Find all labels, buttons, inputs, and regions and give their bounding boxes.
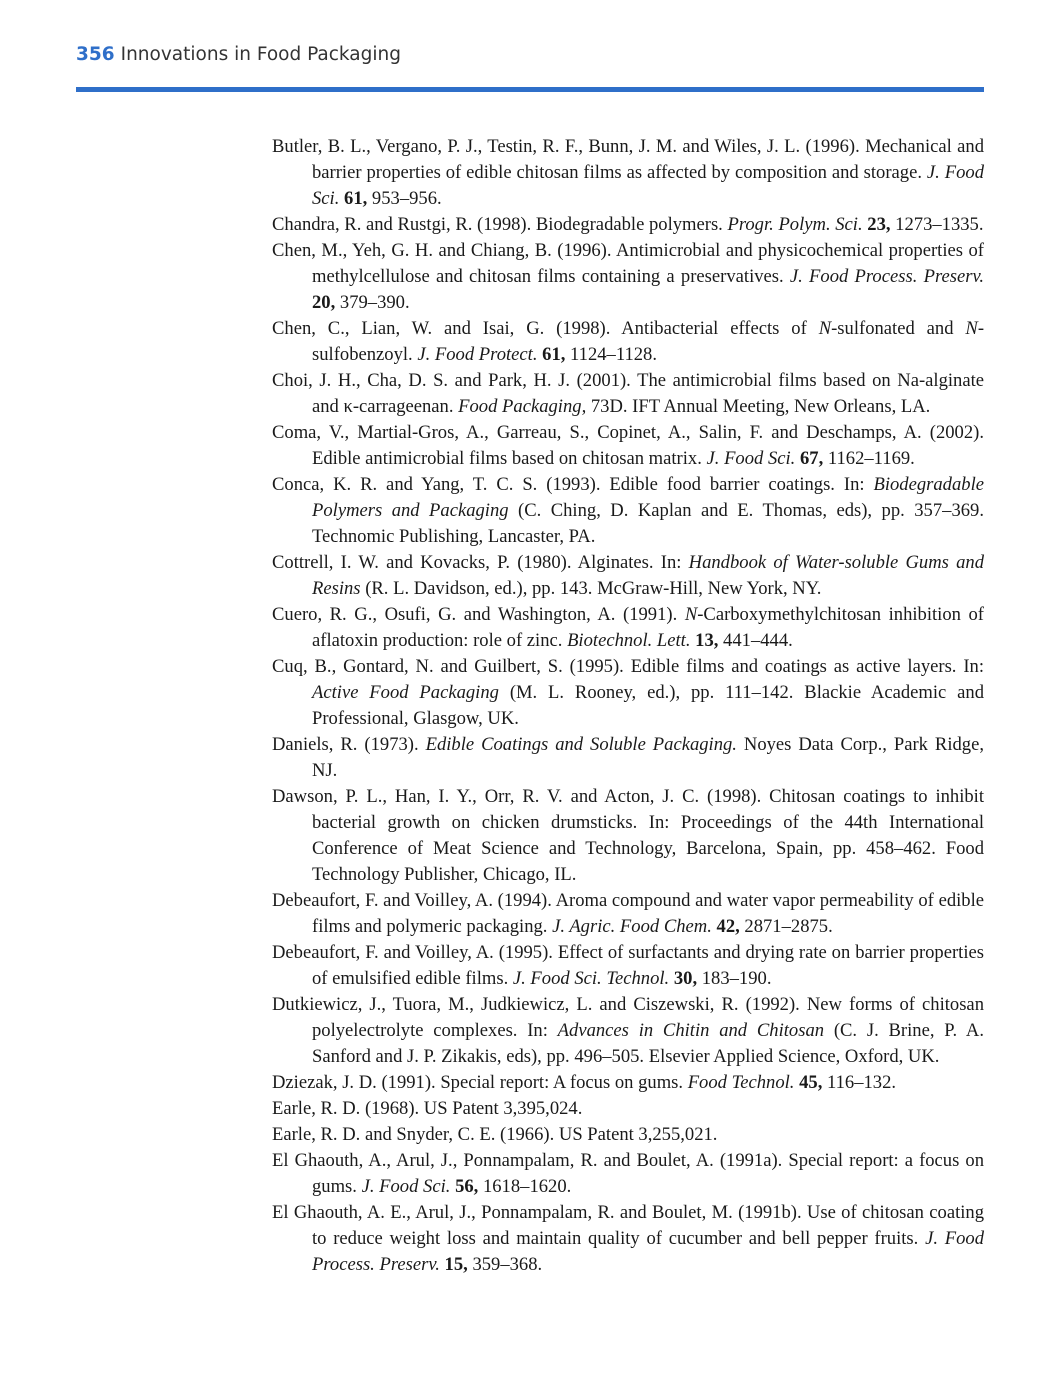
reference-entry: [272, 732, 984, 784]
reference-text: Cottrell, I. W. and Kovacks, P. (1980). Alginates. In:: [272, 552, 689, 573]
reference-entry: [272, 1096, 984, 1122]
reference-italic: J. Food Sci.: [706, 448, 796, 469]
reference-volume: 20,: [312, 292, 336, 313]
reference-italic: N: [818, 318, 832, 339]
reference-text: Cuq, B., Gontard, N. and Guilbert, S. (1995). Edible films and coatings as active layers. In:: [272, 656, 984, 677]
reference-italic: Advances in Chitin and Chitosan: [557, 1020, 825, 1041]
reference-volume: 61,: [344, 188, 368, 209]
reference-entry: [272, 1122, 984, 1148]
reference-italic: J. Food Sci. Technol.: [512, 968, 670, 989]
reference-volume: 61,: [542, 344, 566, 365]
reference-italic: J. Food Protect.: [417, 344, 538, 365]
reference-italic: N: [684, 604, 698, 625]
reference-italic: Active Food Packaging: [312, 682, 499, 703]
reference-text: 1124–1128.: [565, 344, 657, 365]
header-rule: [76, 87, 984, 92]
reference-text: Conca, K. R. and Yang, T. C. S. (1993). Edible food barrier coatings. In:: [272, 474, 874, 495]
reference-text: Choi, J. H., Cha, D. S. and Park, H. J. (2001). The antimicrobial films based on Na-alginate and κ-carrageenan.: [272, 370, 984, 417]
reference-italic: Biodegradable Polymers and Packaging: [312, 474, 984, 521]
reference-text: 2871–2875.: [739, 916, 833, 937]
reference-italic: J. Food Process. Preserv.: [312, 1228, 984, 1275]
reference-entry: [272, 1070, 984, 1096]
reference-entry: [272, 212, 984, 238]
reference-text: Chandra, R. and Rustgi, R. (1998). Biodegradable polymers.: [272, 214, 728, 235]
reference-text: Cuero, R. G., Osufi, G. and Washington, A. (1991).: [272, 604, 685, 625]
reference-italic: Progr. Polym. Sci.: [727, 214, 863, 235]
reference-entry: [272, 654, 984, 732]
reference-entry: [272, 784, 984, 888]
reference-text: Noyes Data Corp., Park Ridge, NJ.: [312, 734, 984, 781]
reference-volume: 67,: [799, 448, 824, 469]
reference-volume: 15,: [444, 1254, 468, 1275]
page-number: 356: [76, 44, 115, 65]
reference-entry: [272, 420, 984, 472]
reference-text: 359–368.: [467, 1254, 543, 1275]
reference-volume: 23,: [867, 214, 891, 235]
reference-text: -sulfonated and: [831, 318, 966, 339]
reference-text: El Ghaouth, A. E., Arul, J., Ponnampalam, R. and Boulet, M. (1991b). Use of chitosan coating to reduce weight loss and maintain quality of cucumber and bell pepper fruits.: [272, 1202, 984, 1249]
reference-entry: [272, 888, 984, 940]
reference-text: Earle, R. D. and Snyder, C. E. (1966). US Patent 3,255,021.: [272, 1124, 718, 1145]
reference-entry: [272, 134, 984, 212]
reference-list: [272, 134, 984, 1278]
reference-text: Debeaufort, F. and Voilley, A. (1995). Effect of surfactants and drying rate on barrier properties of emulsified edible films.: [272, 942, 984, 989]
reference-italic: Food Technol.: [687, 1072, 795, 1093]
reference-entry: [272, 1200, 984, 1278]
reference-italic: J. Food Sci.: [312, 162, 984, 209]
reference-text: 1162–1169.: [823, 448, 915, 469]
reference-entry: [272, 602, 984, 654]
reference-entry: [272, 472, 984, 550]
reference-text: 379–390.: [335, 292, 410, 313]
reference-volume: 45,: [799, 1072, 823, 1093]
reference-entry: [272, 550, 984, 602]
reference-volume: 30,: [673, 968, 698, 989]
reference-entry: [272, 1148, 984, 1200]
reference-text: Dutkiewicz, J., Tuora, M., Judkiewicz, L. and Ciszewski, R. (1992). New forms of chitosan polyelectrolyte complexes. In:: [272, 994, 984, 1041]
reference-text: Debeaufort, F. and Voilley, A. (1994). Aroma compound and water vapor permeability of edible films and polymeric packaging.: [272, 890, 984, 937]
reference-text: (C. Ching, D. Kaplan and E. Thomas, eds), pp. 357–369. Technomic Publishing, Lancaster, PA.: [312, 500, 984, 547]
reference-text: Chen, C., Lian, W. and Isai, G. (1998). Antibacterial effects of: [272, 318, 819, 339]
reference-italic: J. Agric. Food Chem.: [552, 916, 712, 937]
reference-entry: [272, 940, 984, 992]
reference-text: -Carboxymethylchitosan inhibition of aflatoxin production: role of zinc.: [312, 604, 984, 651]
reference-entry: [272, 238, 984, 316]
reference-text: (C. J. Brine, P. A. Sanford and J. P. Zikakis, eds), pp. 496–505. Elsevier Applied Science, Oxford, UK.: [312, 1020, 985, 1067]
reference-italic: N: [965, 318, 978, 339]
running-header: [76, 44, 984, 65]
reference-text: (M. L. Rooney, ed.), pp. 111–142. Blackie Academic and Professional, Glasgow, UK.: [312, 682, 984, 729]
reference-italic: Food Packaging,: [458, 396, 587, 417]
reference-text: Dawson, P. L., Han, I. Y., Orr, R. V. and Acton, J. C. (1998). Chitosan coatings to inhibit bacterial growth on chicken drumsticks. In: Proceedings of the 44th International Conference of Meat Science and Technology, Barcelona, Spain, pp. 458–462. Food Technology Publisher, Chicago, IL.: [272, 786, 984, 885]
reference-text: El Ghaouth, A., Arul, J., Ponnampalam, R. and Boulet, A. (1991a). Special report: a focus on gums.: [272, 1150, 984, 1197]
reference-italic: Edible Coatings and Soluble Packaging.: [425, 734, 737, 755]
reference-text: 441–444.: [718, 630, 793, 651]
book-title: Innovations in Food Packaging: [120, 44, 401, 65]
reference-italic: Biotechnol. Lett.: [567, 630, 691, 651]
reference-text: Daniels, R. (1973).: [272, 734, 426, 755]
reference-entry: [272, 316, 984, 368]
reference-volume: 13,: [695, 630, 719, 651]
reference-text: Butler, B. L., Vergano, P. J., Testin, R. F., Bunn, J. M. and Wiles, J. L. (1996). Mechanical and barrier properties of edible chitosan films as affected by composition and storage.: [272, 136, 984, 183]
reference-volume: 42,: [716, 916, 740, 937]
reference-text: 953–956.: [367, 188, 442, 209]
reference-text: 1273–1335.: [890, 214, 984, 235]
reference-entry: [272, 368, 984, 420]
reference-text: Coma, V., Martial-Gros, A., Garreau, S., Copinet, A., Salin, F. and Deschamps, A. (2002). Edible antimicrobial films based on chitosan matrix.: [272, 422, 984, 469]
reference-text: (R. L. Davidson, ed.), pp. 143. McGraw-Hill, New York, NY.: [360, 578, 822, 599]
reference-text: -sulfobenzoyl.: [312, 318, 985, 365]
reference-text: 183–190.: [697, 968, 772, 989]
reference-text: Chen, M., Yeh, G. H. and Chiang, B. (1996). Antimicrobial and physicochemical properties of methylcellulose and chitosan films containing a preservatives.: [272, 240, 984, 287]
reference-italic: J. Food Process. Preserv.: [789, 266, 984, 287]
reference-text: 1618–1620.: [478, 1176, 572, 1197]
reference-text: 73D. IFT Annual Meeting, New Orleans, LA.: [586, 396, 931, 417]
reference-text: Earle, R. D. (1968). US Patent 3,395,024.: [272, 1098, 583, 1119]
reference-italic: J. Food Sci.: [361, 1176, 451, 1197]
reference-text: 116–132.: [822, 1072, 897, 1093]
reference-entry: [272, 992, 984, 1070]
reference-volume: 56,: [455, 1176, 479, 1197]
reference-italic: Handbook of Water-soluble Gums and Resins: [312, 552, 984, 599]
reference-text: Dziezak, J. D. (1991). Special report: A focus on gums.: [272, 1072, 688, 1093]
